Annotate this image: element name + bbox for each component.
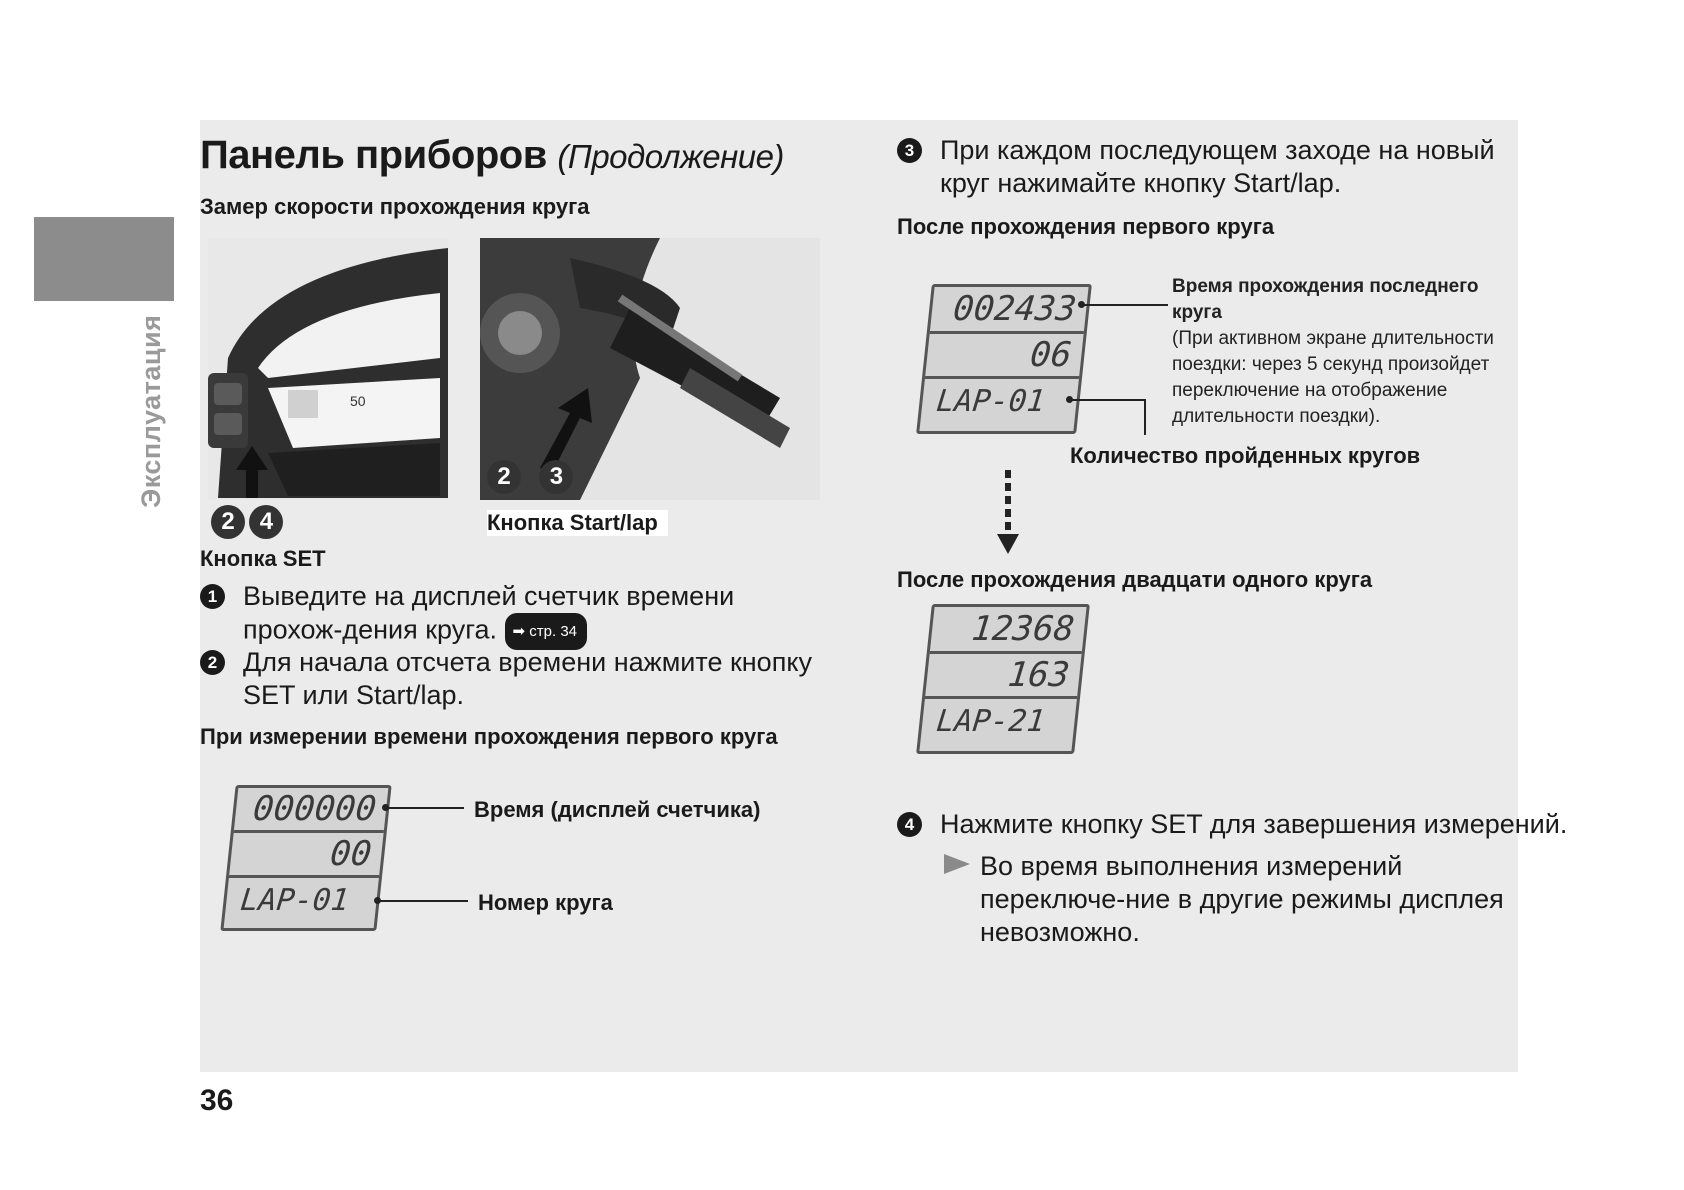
note-triangle-icon	[942, 852, 972, 876]
time-label: Время (дисплей счетчика)	[474, 797, 761, 822]
set-button-caption: Кнопка SET	[200, 546, 326, 571]
step-4	[897, 808, 1568, 841]
badge-group-set	[211, 505, 283, 539]
section-heading: Замер скорости прохождения круга	[200, 194, 590, 219]
lcd-lap: LAP-01	[238, 883, 351, 918]
after-first-lap-heading: После прохождения первого круга	[897, 214, 1275, 239]
lcd-time: 12368	[930, 607, 1087, 654]
first-lap-measure-heading: При измерении времени прохождения первого круга	[200, 724, 778, 749]
page-number: 36	[200, 1084, 234, 1117]
leader-line	[380, 900, 468, 902]
callout-badge: 3	[539, 460, 573, 494]
step-2	[200, 646, 820, 712]
page-title-suffix: (Продолжение)	[557, 138, 784, 175]
lcd-time: 000000	[234, 788, 389, 833]
down-arrow-icon	[994, 470, 1022, 556]
lcd-display-first-measure	[220, 785, 391, 931]
section-tab	[34, 217, 174, 301]
lcd-sub: 00	[229, 833, 384, 878]
callout-badge: 2	[487, 460, 521, 494]
remark-text: Во время выполнения измерений переключе-ние в другие режимы дисплея невозможно.	[980, 851, 1504, 947]
after-21-laps-heading: После прохождения двадцати одного круга	[897, 567, 1373, 592]
step-text: Для начала отсчета времени нажмите кнопку SET или Start/lap.	[243, 647, 812, 710]
callout-badge: 2	[211, 505, 245, 539]
step-text: Нажмите кнопку SET для завершения измерений.	[940, 809, 1568, 839]
lap-number-label: Номер круга	[478, 890, 613, 915]
last-lap-note-text: (При активном экране длительности поездки: через 5 секунд произойдет переключение на отображение длительности поездки).	[1172, 328, 1494, 427]
speed-readout: 50	[350, 393, 366, 409]
last-lap-note-title: Время прохождения последнего круга	[1172, 276, 1479, 323]
leader-line	[1084, 304, 1168, 306]
callout-badge: 4	[249, 505, 283, 539]
step-1	[200, 580, 820, 650]
lcd-lap: LAP-21	[934, 704, 1047, 739]
lcd-display-after-21-laps	[916, 604, 1090, 754]
lcd-sub: 163	[925, 654, 1082, 699]
step-number: 4	[897, 812, 922, 837]
badge-group-start-lap	[487, 460, 573, 494]
lcd-time: 002433	[930, 287, 1089, 334]
lcd-lap: LAP-01	[934, 384, 1047, 419]
section-tab-label: Эксплуатация	[136, 314, 166, 508]
step-text: Выведите на дисплей счетчик времени прохож-дения круга.	[243, 581, 735, 645]
step-number: 1	[200, 584, 225, 609]
lap-count-label: Количество пройденных кругов	[1070, 443, 1421, 468]
instrument-cluster-photo	[208, 238, 448, 500]
step-number: 3	[897, 138, 922, 163]
page-reference-link[interactable]: ➡︎ стр. 34	[505, 613, 587, 650]
page-title: Панель приборов (Продолжение)	[200, 133, 784, 177]
leader-line	[1144, 399, 1146, 435]
leader-line	[388, 807, 464, 809]
lcd-display-after-first-lap	[916, 284, 1092, 434]
step-text: При каждом последующем заходе на новый круг нажимайте кнопку Start/lap.	[940, 135, 1495, 198]
step-3	[897, 134, 1497, 200]
lcd-sub: 06	[925, 334, 1084, 379]
last-lap-note	[1172, 274, 1512, 430]
step-number: 2	[200, 650, 225, 675]
start-lap-button-caption: Кнопка Start/lap	[487, 510, 668, 536]
leader-line	[1072, 399, 1146, 401]
